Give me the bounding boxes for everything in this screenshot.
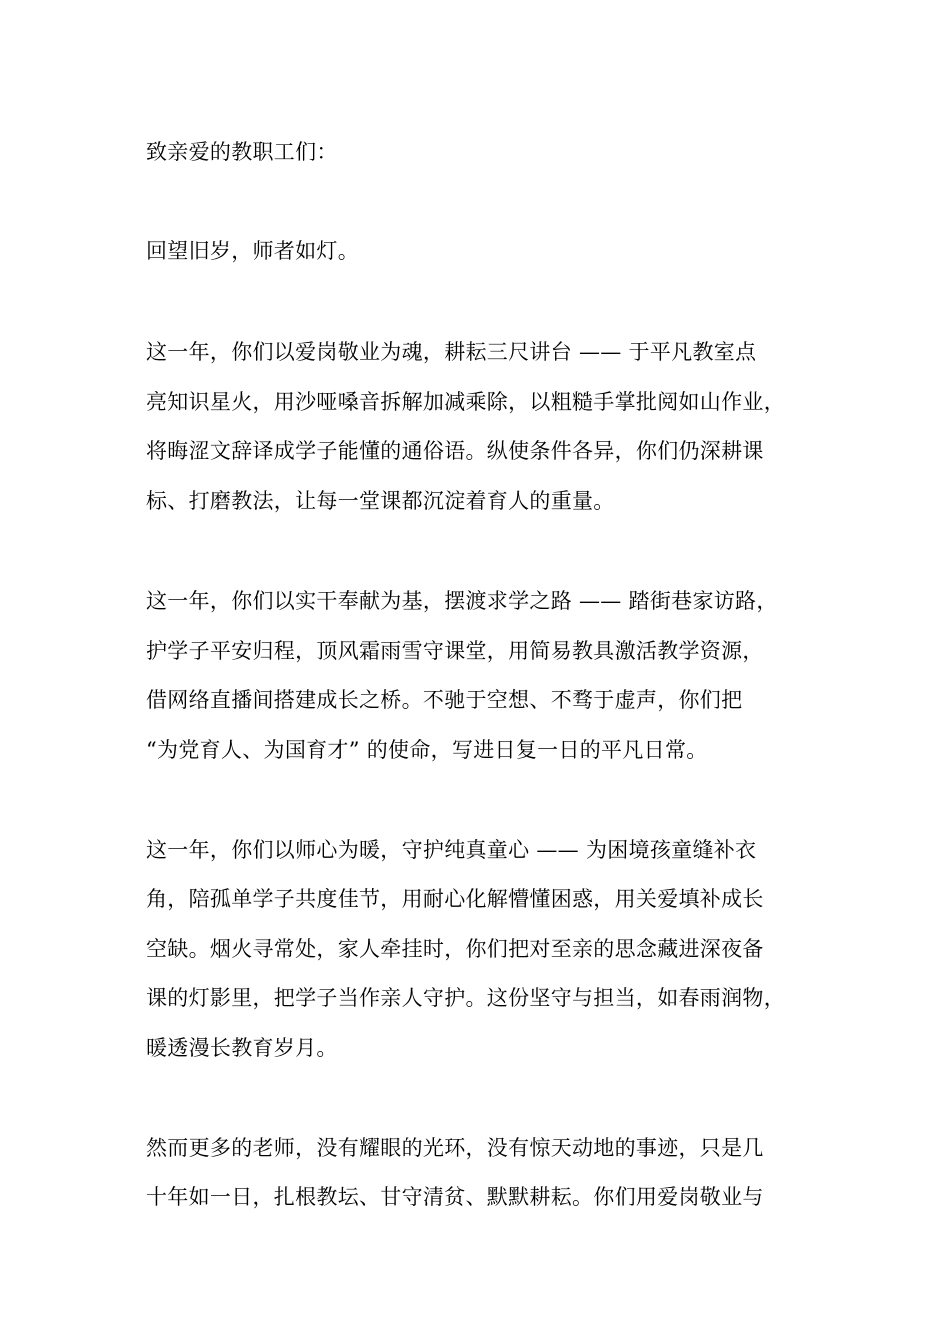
paragraph-line: 十年如一日，扎根教坛、甘守清贫、默默耕耘。你们用爱岗敬业与 [146, 1185, 764, 1209]
paragraph-line: “为党育人、为国育才” 的使命，写进日复一日的平凡日常。 [146, 738, 708, 762]
greeting: 致亲爱的教职工们： [146, 140, 338, 164]
paragraph-line: 然而更多的老师，没有耀眼的光环，没有惊天动地的事迹，只是几 [146, 1136, 764, 1160]
paragraph-line: 将晦涩文辞译成学子能懂的通俗语。纵使条件各异，你们仍深耕课 [146, 439, 764, 463]
paragraph-line: 护学子平安归程，顶风霜雨雪守课堂，用简易教具激活教学资源， [146, 639, 764, 663]
paragraph-line: 角，陪孤单学子共度佳节，用耐心化解懵懂困惑，用关爱填补成长 [146, 887, 764, 911]
paragraph-line: 亮知识星火，用沙哑嗓音拆解加减乘除，以粗糙手掌批阅如山作业， [146, 390, 785, 414]
paragraph-line: 借网络直播间搭建成长之桥。不驰于空想、不骛于虚声，你们把 [146, 688, 743, 712]
paragraph-line: 这一年，你们以师心为暖，守护纯真童心 —— 为困境孩童缝补衣 [146, 838, 757, 862]
paragraph-line: 这一年，你们以爱岗敬业为魂，耕耘三尺讲台 —— 于平凡教室点 [146, 340, 757, 364]
paragraph-line: 标、打磨教法，让每一堂课都沉淀着育人的重量。 [146, 489, 615, 513]
opening-line: 回望旧岁，师者如灯。 [146, 239, 359, 263]
paragraph-line: 课的灯影里，把学子当作亲人守护。这份坚守与担当，如春雨润物， [146, 986, 785, 1010]
paragraph-line: 暖透漫长教育岁月。 [146, 1036, 338, 1060]
paragraph-line: 这一年，你们以实干奉献为基，摆渡求学之路 —— 踏街巷家访路， [146, 589, 778, 613]
paragraph-line: 空缺。烟火寻常处，家人牵挂时，你们把对至亲的思念藏进深夜备 [146, 937, 764, 961]
